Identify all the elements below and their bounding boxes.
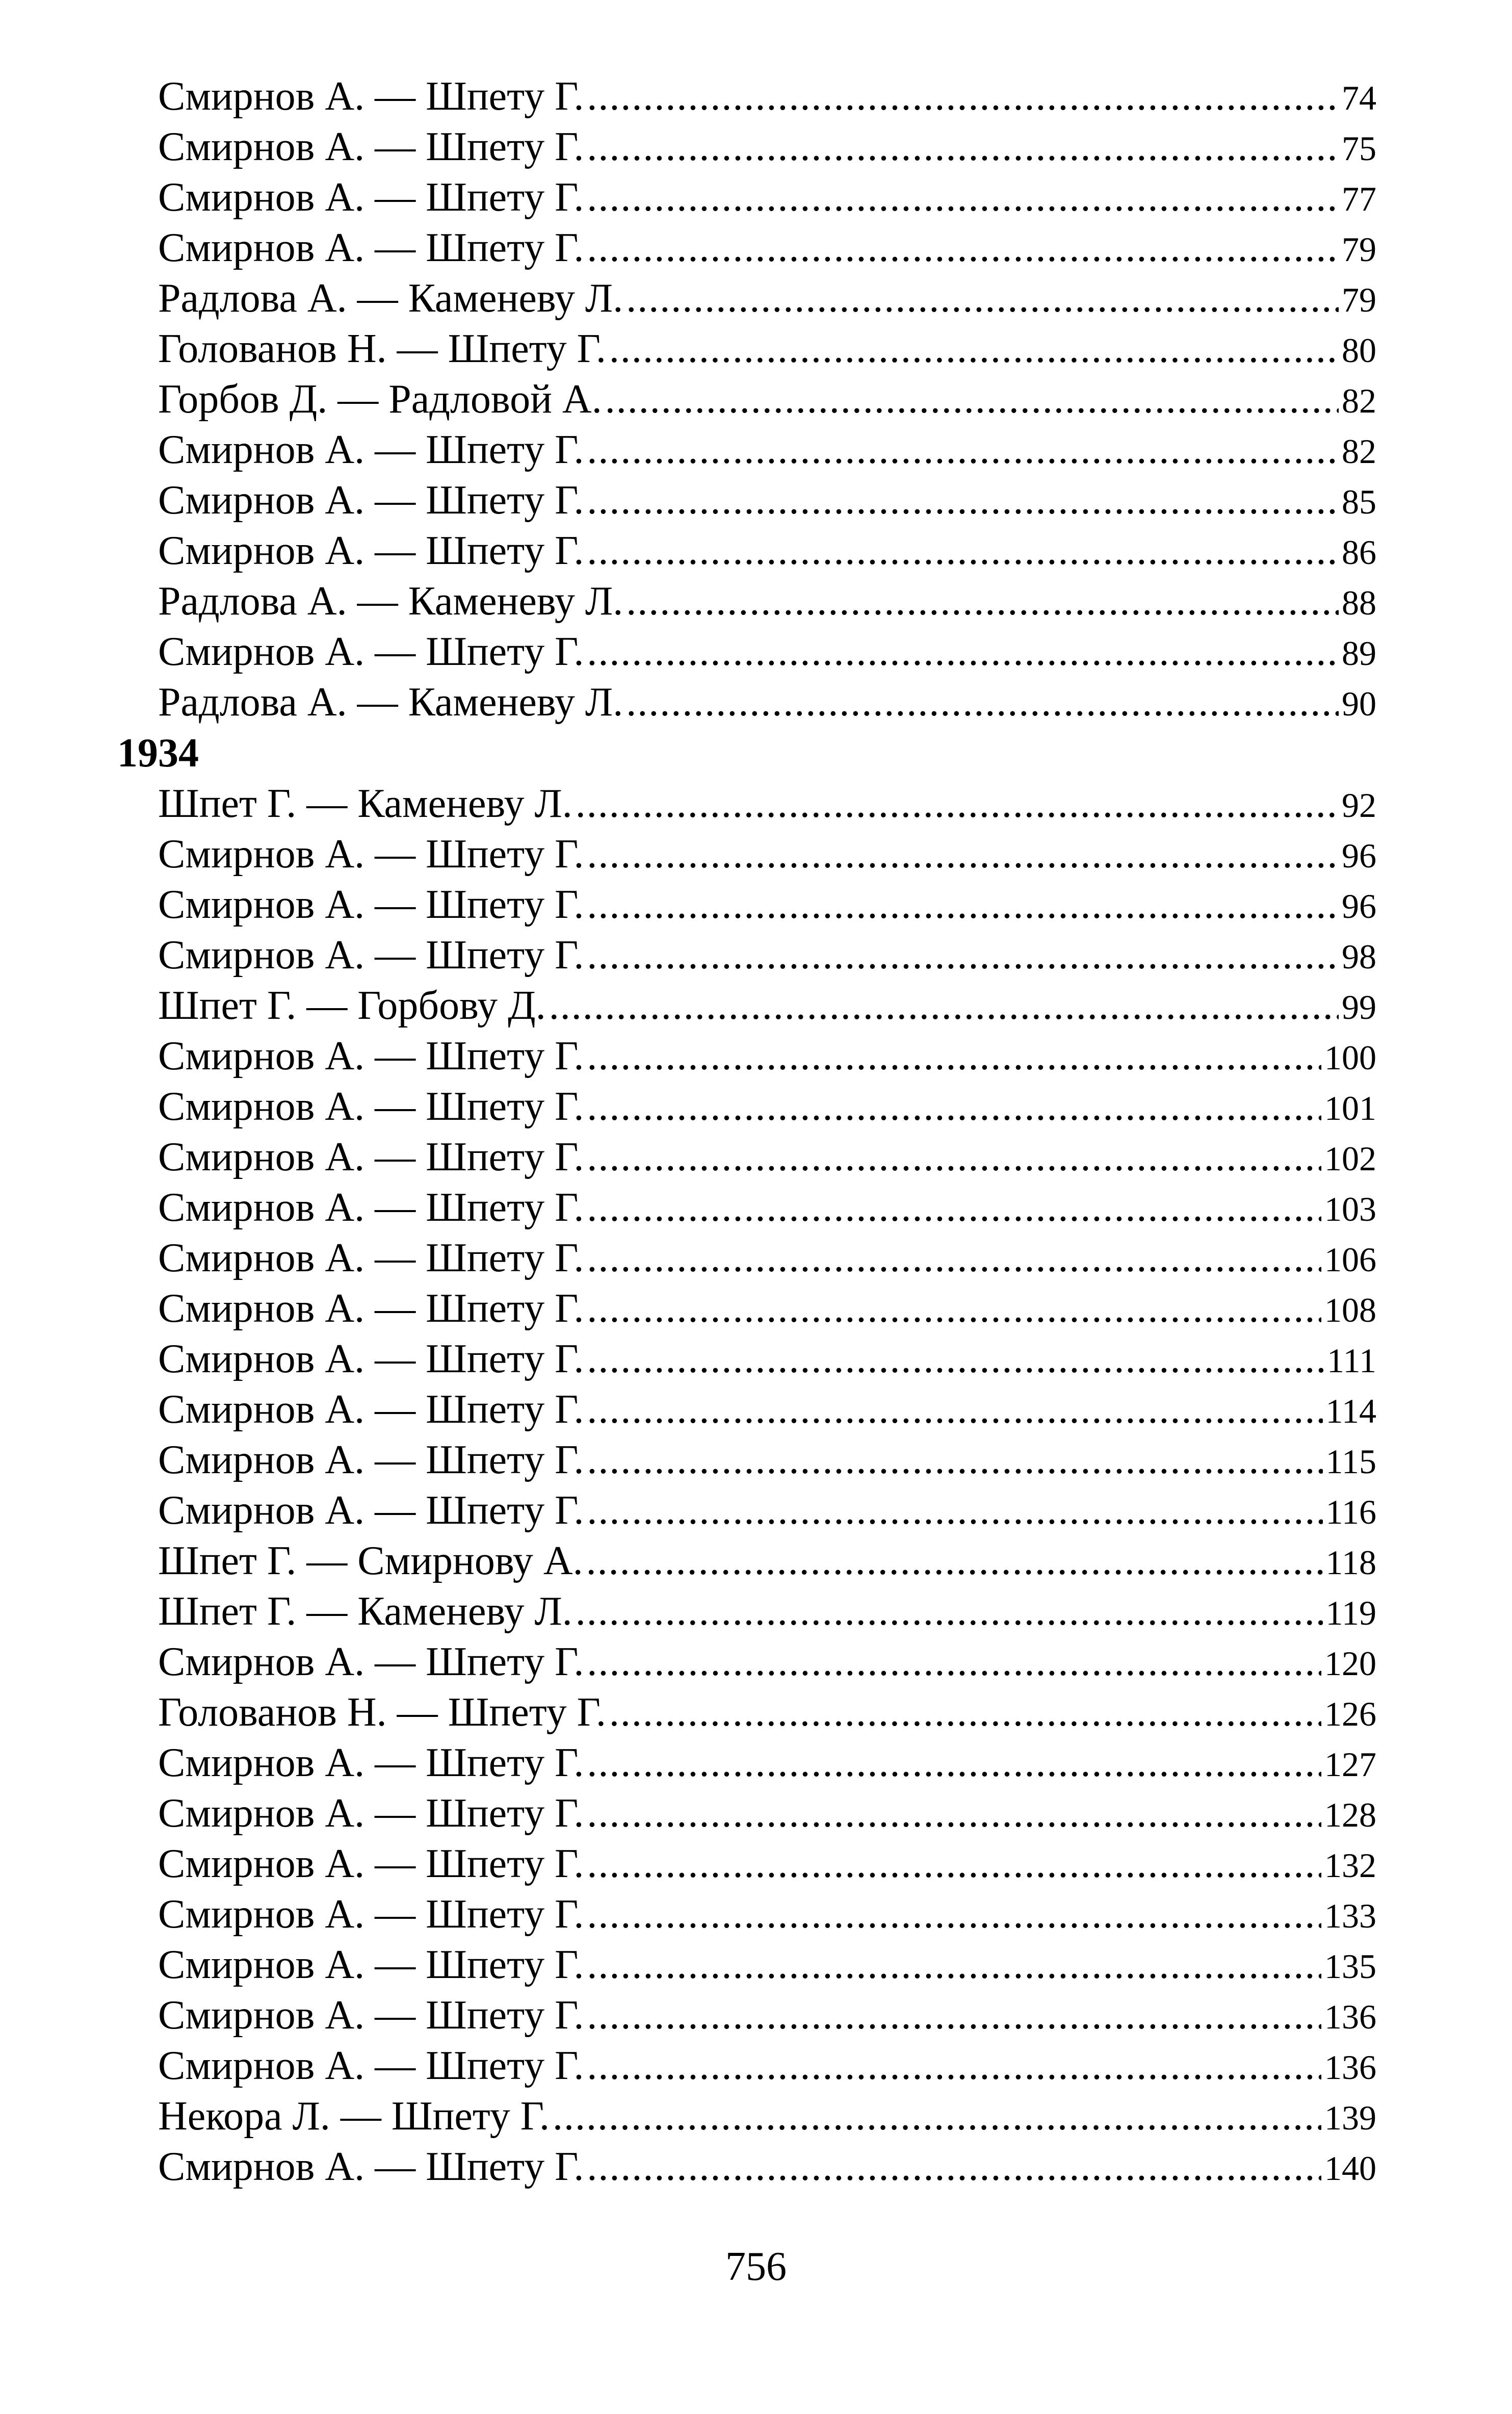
toc-entry xyxy=(158,2142,1376,2192)
dot-leader xyxy=(587,425,1339,475)
toc-entry-title: Смирнов А. — Шпету Г. xyxy=(158,1841,584,1886)
toc-entry-title: Смирнов А. — Шпету Г. xyxy=(158,1135,584,1179)
toc-entry xyxy=(158,1687,1376,1738)
toc-entry-page: 79 xyxy=(1342,280,1376,319)
toc-entry-page: 127 xyxy=(1324,1745,1376,1784)
toc-entry xyxy=(158,425,1376,475)
dot-leader xyxy=(587,627,1339,677)
dot-leader xyxy=(549,981,1339,1031)
dot-leader xyxy=(586,1536,1323,1586)
toc-entry xyxy=(158,1839,1376,1889)
toc-entry-page: 96 xyxy=(1342,836,1376,875)
dot-leader xyxy=(587,880,1339,930)
toc-entry-title: Шпет Г. — Смирнову А. xyxy=(158,1538,583,1583)
toc-entry-title: Некора Л. — Шпету Г. xyxy=(158,2094,550,2139)
toc-entry xyxy=(158,1738,1376,1788)
dot-leader xyxy=(587,1788,1321,1839)
toc-entry-title: Смирнов А. — Шпету Г. xyxy=(158,1892,584,1937)
dot-leader xyxy=(626,273,1339,324)
dot-leader xyxy=(587,526,1339,576)
toc-entry xyxy=(158,475,1376,526)
toc-entry xyxy=(158,1637,1376,1687)
toc-entry-title: Смирнов А. — Шпету Г. xyxy=(158,629,584,674)
toc-entry-title: Смирнов А. — Шпету Г. xyxy=(158,1236,584,1280)
toc-entry-page: 82 xyxy=(1342,432,1376,471)
dot-leader xyxy=(553,2091,1321,2142)
toc-entry-title: Смирнов А. — Шпету Г. xyxy=(158,1740,584,1785)
toc-entry-page: 128 xyxy=(1324,1795,1376,1834)
toc-entry-page: 116 xyxy=(1325,1493,1376,1531)
dot-leader xyxy=(587,1031,1321,1082)
toc-entry-title: Шпет Г. — Горбову Д. xyxy=(158,983,546,1028)
toc-entry-title: Смирнов А. — Шпету Г. xyxy=(158,1942,584,1987)
toc-entry-title: Смирнов А. — Шпету Г. xyxy=(158,832,584,877)
dot-leader xyxy=(587,475,1339,526)
toc-entry-page: 126 xyxy=(1324,1694,1376,1733)
toc-entry-title: Смирнов А. — Шпету Г. xyxy=(158,1034,584,1078)
toc-entry-title: Смирнов А. — Шпету Г. xyxy=(158,1437,584,1482)
dot-leader xyxy=(609,324,1339,374)
toc-entry-title: Шпет Г. — Каменеву Л. xyxy=(158,781,572,826)
toc-entry xyxy=(158,880,1376,930)
toc-entry xyxy=(158,1435,1376,1485)
toc-entry-title: Смирнов А. — Шпету Г. xyxy=(158,1387,584,1432)
toc-entry-title: Смирнов А. — Шпету Г. xyxy=(158,1993,584,2038)
toc-entry-title: Радлова А. — Каменеву Л. xyxy=(158,276,623,321)
toc-entry-title: Смирнов А. — Шпету Г. xyxy=(158,175,584,220)
dot-leader xyxy=(587,1132,1321,1183)
toc-entry xyxy=(158,2091,1376,2142)
dot-leader xyxy=(587,1384,1322,1435)
toc-entry-page: 80 xyxy=(1342,331,1376,370)
toc-entry-page: 106 xyxy=(1324,1240,1376,1279)
dot-leader xyxy=(626,677,1339,728)
dot-leader xyxy=(587,71,1339,122)
toc-entry xyxy=(158,779,1376,829)
toc-entry xyxy=(158,2041,1376,2091)
dot-leader xyxy=(587,122,1339,172)
toc-entry-page: 114 xyxy=(1325,1392,1376,1430)
toc-entry-page: 82 xyxy=(1342,381,1376,420)
toc-entry-page: 136 xyxy=(1324,1997,1376,2036)
toc-entry-page: 98 xyxy=(1342,937,1376,976)
year-heading: 1934 xyxy=(117,731,199,776)
toc-entry xyxy=(158,172,1376,223)
toc-entry xyxy=(158,677,1376,728)
toc-entry-page: 135 xyxy=(1324,1947,1376,1986)
toc-entry xyxy=(158,1334,1376,1384)
toc-entry xyxy=(158,1233,1376,1283)
toc-entry-title: Радлова А. — Каменеву Л. xyxy=(158,579,623,624)
toc-entry-page: 115 xyxy=(1325,1442,1376,1481)
toc-entry-title: Голованов Н. — Шпету Г. xyxy=(158,1690,606,1735)
toc-entry xyxy=(158,1082,1376,1132)
dot-leader xyxy=(605,374,1339,425)
dot-leader xyxy=(587,930,1339,981)
dot-leader xyxy=(587,1637,1321,1687)
dot-leader xyxy=(587,1082,1321,1132)
dot-leader xyxy=(576,1586,1323,1637)
dot-leader xyxy=(587,172,1339,223)
toc-entry-page: 118 xyxy=(1325,1543,1376,1582)
toc-entry-title: Смирнов А. — Шпету Г. xyxy=(158,1185,584,1230)
toc-entry xyxy=(158,324,1376,374)
toc-entry-title: Смирнов А. — Шпету Г. xyxy=(158,1286,584,1331)
toc-entry xyxy=(158,1384,1376,1435)
toc-entry xyxy=(158,1183,1376,1233)
toc-entry xyxy=(158,627,1376,677)
dot-leader xyxy=(587,2041,1321,2091)
toc-entry xyxy=(158,981,1376,1031)
toc-entry-page: 136 xyxy=(1324,2048,1376,2087)
toc-entry-page: 88 xyxy=(1342,583,1376,622)
toc-entry xyxy=(158,1990,1376,2041)
toc-entry xyxy=(158,1132,1376,1183)
toc-entry xyxy=(158,1788,1376,1839)
toc-entry xyxy=(158,1586,1376,1637)
toc-entry xyxy=(158,223,1376,273)
toc-entry-page: 120 xyxy=(1324,1644,1376,1683)
toc-entry-title: Смирнов А. — Шпету Г. xyxy=(158,478,584,523)
toc-entry-title: Смирнов А. — Шпету Г. xyxy=(158,1488,584,1533)
toc-entry-page: 102 xyxy=(1324,1139,1376,1178)
toc-entry xyxy=(158,273,1376,324)
dot-leader xyxy=(609,1687,1321,1738)
dot-leader xyxy=(587,1485,1322,1536)
table-of-contents xyxy=(117,71,1376,2192)
toc-entry xyxy=(158,526,1376,576)
toc-entry xyxy=(158,1536,1376,1586)
dot-leader xyxy=(587,1940,1321,1990)
toc-entry-page: 79 xyxy=(1342,230,1376,269)
dot-leader xyxy=(587,1334,1324,1384)
toc-entry-title: Голованов Н. — Шпету Г. xyxy=(158,326,606,371)
toc-entry-page: 100 xyxy=(1324,1038,1376,1077)
toc-entry-page: 101 xyxy=(1324,1089,1376,1127)
dot-leader xyxy=(587,1183,1321,1233)
toc-entry-page: 140 xyxy=(1324,2149,1376,2188)
toc-entry xyxy=(158,576,1376,627)
toc-entry xyxy=(158,829,1376,880)
dot-leader xyxy=(587,2142,1321,2192)
toc-entry-title: Смирнов А. — Шпету Г. xyxy=(158,2043,584,2088)
toc-entry-title: Смирнов А. — Шпету Г. xyxy=(158,74,584,119)
toc-entry-page: 77 xyxy=(1342,179,1376,218)
dot-leader xyxy=(626,576,1339,627)
toc-entry-page: 86 xyxy=(1342,533,1376,572)
dot-leader xyxy=(587,1435,1322,1485)
dot-leader xyxy=(576,779,1339,829)
toc-entry-title: Смирнов А. — Шпету Г. xyxy=(158,427,584,472)
toc-entry xyxy=(158,71,1376,122)
toc-entry-title: Шпет Г. — Каменеву Л. xyxy=(158,1589,572,1634)
toc-entry-page: 133 xyxy=(1324,1896,1376,1935)
toc-entry xyxy=(158,1940,1376,1990)
toc-entry-page: 85 xyxy=(1342,482,1376,521)
toc-entry-page: 89 xyxy=(1342,634,1376,673)
toc-entry-title: Смирнов А. — Шпету Г. xyxy=(158,225,584,270)
toc-entry xyxy=(158,1283,1376,1334)
dot-leader xyxy=(587,1889,1321,1940)
toc-entry-page: 139 xyxy=(1324,2098,1376,2137)
toc-entry-title: Смирнов А. — Шпету Г. xyxy=(158,1791,584,1836)
toc-entry-page: 108 xyxy=(1324,1291,1376,1329)
toc-entry xyxy=(158,1889,1376,1940)
toc-entry-title: Смирнов А. — Шпету Г. xyxy=(158,124,584,169)
toc-entry-title: Радлова А. — Каменеву Л. xyxy=(158,680,623,725)
toc-entry-page: 132 xyxy=(1324,1846,1376,1885)
toc-entry-page: 92 xyxy=(1342,786,1376,825)
toc-entry-page: 75 xyxy=(1342,129,1376,168)
toc-entry xyxy=(158,930,1376,981)
dot-leader xyxy=(587,223,1339,273)
toc-entry-title: Смирнов А. — Шпету Г. xyxy=(158,882,584,927)
toc-entry-title: Горбов Д. — Радловой А. xyxy=(158,377,602,422)
toc-entry-page: 119 xyxy=(1325,1594,1376,1632)
toc-entry-title: Смирнов А. — Шпету Г. xyxy=(158,528,584,573)
toc-entry-title: Смирнов А. — Шпету Г. xyxy=(158,2144,584,2189)
toc-entry xyxy=(158,122,1376,172)
page-number: 756 xyxy=(725,2244,787,2289)
dot-leader xyxy=(587,1738,1321,1788)
dot-leader xyxy=(587,829,1339,880)
toc-entry xyxy=(158,1485,1376,1536)
toc-entry-title: Смирнов А. — Шпету Г. xyxy=(158,1084,584,1129)
toc-entry-page: 74 xyxy=(1342,79,1376,117)
dot-leader xyxy=(587,1839,1321,1889)
toc-entry-title: Смирнов А. — Шпету Г. xyxy=(158,1337,584,1381)
dot-leader xyxy=(587,1283,1321,1334)
toc-entry-page: 103 xyxy=(1324,1190,1376,1228)
toc-entry-title: Смирнов А. — Шпету Г. xyxy=(158,933,584,978)
toc-entry xyxy=(158,374,1376,425)
dot-leader xyxy=(587,1233,1321,1283)
toc-entry xyxy=(158,1031,1376,1082)
toc-entry-page: 99 xyxy=(1342,988,1376,1026)
toc-entry-title: Смирнов А. — Шпету Г. xyxy=(158,1639,584,1684)
toc-entry-page: 111 xyxy=(1327,1341,1376,1380)
toc-entry-page: 96 xyxy=(1342,887,1376,926)
toc-entry-page: 90 xyxy=(1342,684,1376,723)
dot-leader xyxy=(587,1990,1321,2041)
